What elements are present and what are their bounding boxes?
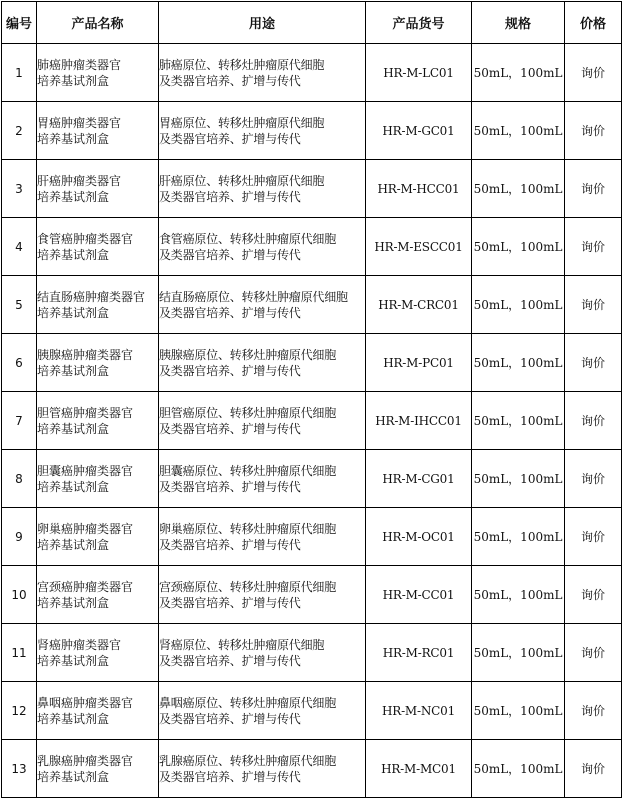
table-row [2, 334, 622, 392]
cell-usage: 肺癌原位、转移灶肿瘤原代细胞 及类器官培养、扩增与传代 [159, 44, 366, 102]
cell-price: 询价 [565, 160, 622, 218]
cell-product-name: 肺癌肿瘤类器官 培养基试剂盒 [37, 44, 159, 102]
cell-product-code: HR-M-CG01 [366, 450, 472, 508]
cell-product-name: 食管癌肿瘤类器官 培养基试剂盒 [37, 218, 159, 276]
cell-price: 询价 [565, 740, 622, 798]
cell-number: 4 [2, 218, 37, 276]
cell-specification: 50mL，100mL [472, 160, 565, 218]
cell-product-name: 结直肠癌肿瘤类器官 培养基试剂盒 [37, 276, 159, 334]
cell-number: 7 [2, 392, 37, 450]
cell-product-name: 肾癌肿瘤类器官 培养基试剂盒 [37, 624, 159, 682]
cell-product-code: HR-M-LC01 [366, 44, 472, 102]
cell-price: 询价 [565, 218, 622, 276]
cell-usage: 食管癌原位、转移灶肿瘤原代细胞 及类器官培养、扩增与传代 [159, 218, 366, 276]
table-header [2, 2, 622, 44]
cell-product-code: HR-M-IHCC01 [366, 392, 472, 450]
cell-product-name: 乳腺癌肿瘤类器官 培养基试剂盒 [37, 740, 159, 798]
cell-number: 13 [2, 740, 37, 798]
cell-price: 询价 [565, 450, 622, 508]
cell-number: 11 [2, 624, 37, 682]
cell-specification: 50mL，100mL [472, 624, 565, 682]
table-row [2, 44, 622, 102]
cell-product-code: HR-M-MC01 [366, 740, 472, 798]
cell-number: 8 [2, 450, 37, 508]
cell-specification: 50mL，100mL [472, 508, 565, 566]
cell-product-code: HR-M-NC01 [366, 682, 472, 740]
table-row [2, 102, 622, 160]
cell-number: 3 [2, 160, 37, 218]
header-number: 编号 [2, 2, 37, 44]
cell-usage: 胆管癌原位、转移灶肿瘤原代细胞 及类器官培养、扩增与传代 [159, 392, 366, 450]
cell-usage: 卵巢癌原位、转移灶肿瘤原代细胞 及类器官培养、扩增与传代 [159, 508, 366, 566]
cell-product-code: HR-M-OC01 [366, 508, 472, 566]
cell-price: 询价 [565, 276, 622, 334]
table-row [2, 392, 622, 450]
table-row [2, 218, 622, 276]
table-row [2, 508, 622, 566]
cell-usage: 胰腺癌原位、转移灶肿瘤原代细胞 及类器官培养、扩增与传代 [159, 334, 366, 392]
cell-product-name: 卵巢癌肿瘤类器官 培养基试剂盒 [37, 508, 159, 566]
cell-product-code: HR-M-CRC01 [366, 276, 472, 334]
cell-product-name: 鼻咽癌肿瘤类器官 培养基试剂盒 [37, 682, 159, 740]
table-row [2, 740, 622, 798]
cell-specification: 50mL，100mL [472, 44, 565, 102]
cell-specification: 50mL，100mL [472, 276, 565, 334]
cell-product-name: 胆囊癌肿瘤类器官 培养基试剂盒 [37, 450, 159, 508]
cell-specification: 50mL，100mL [472, 102, 565, 160]
cell-usage: 肾癌原位、转移灶肿瘤原代细胞 及类器官培养、扩增与传代 [159, 624, 366, 682]
header-price: 价格 [565, 2, 622, 44]
cell-product-code: HR-M-HCC01 [366, 160, 472, 218]
cell-product-name: 宫颈癌肿瘤类器官 培养基试剂盒 [37, 566, 159, 624]
cell-usage: 鼻咽癌原位、转移灶肿瘤原代细胞 及类器官培养、扩增与传代 [159, 682, 366, 740]
product-table [1, 1, 622, 798]
cell-product-code: HR-M-CC01 [366, 566, 472, 624]
cell-usage: 乳腺癌原位、转移灶肿瘤原代细胞 及类器官培养、扩增与传代 [159, 740, 366, 798]
header-usage: 用途 [159, 2, 366, 44]
cell-product-code: HR-M-GC01 [366, 102, 472, 160]
cell-specification: 50mL，100mL [472, 450, 565, 508]
table-row [2, 450, 622, 508]
cell-product-name: 胰腺癌肿瘤类器官 培养基试剂盒 [37, 334, 159, 392]
header-row [2, 2, 622, 44]
cell-product-code: HR-M-RC01 [366, 624, 472, 682]
cell-specification: 50mL，100mL [472, 740, 565, 798]
cell-price: 询价 [565, 624, 622, 682]
header-product-name: 产品名称 [37, 2, 159, 44]
cell-specification: 50mL，100mL [472, 218, 565, 276]
cell-usage: 胆囊癌原位、转移灶肿瘤原代细胞 及类器官培养、扩增与传代 [159, 450, 366, 508]
cell-specification: 50mL，100mL [472, 682, 565, 740]
cell-product-code: HR-M-ESCC01 [366, 218, 472, 276]
cell-price: 询价 [565, 566, 622, 624]
cell-price: 询价 [565, 334, 622, 392]
cell-number: 9 [2, 508, 37, 566]
cell-usage: 宫颈癌原位、转移灶肿瘤原代细胞 及类器官培养、扩增与传代 [159, 566, 366, 624]
cell-price: 询价 [565, 44, 622, 102]
cell-price: 询价 [565, 392, 622, 450]
table-row [2, 566, 622, 624]
cell-number: 12 [2, 682, 37, 740]
cell-specification: 50mL，100mL [472, 566, 565, 624]
cell-specification: 50mL，100mL [472, 392, 565, 450]
cell-usage: 结直肠癌原位、转移灶肿瘤原代细胞 及类器官培养、扩增与传代 [159, 276, 366, 334]
cell-price: 询价 [565, 508, 622, 566]
cell-number: 6 [2, 334, 37, 392]
table-row [2, 276, 622, 334]
cell-number: 10 [2, 566, 37, 624]
cell-product-name: 胆管癌肿瘤类器官 培养基试剂盒 [37, 392, 159, 450]
cell-usage: 肝癌原位、转移灶肿瘤原代细胞 及类器官培养、扩增与传代 [159, 160, 366, 218]
header-specification: 规格 [472, 2, 565, 44]
table-body [2, 44, 622, 798]
table-row [2, 624, 622, 682]
cell-price: 询价 [565, 682, 622, 740]
header-product-code: 产品货号 [366, 2, 472, 44]
table-row [2, 682, 622, 740]
cell-number: 5 [2, 276, 37, 334]
cell-product-name: 肝癌肿瘤类器官 培养基试剂盒 [37, 160, 159, 218]
cell-specification: 50mL，100mL [472, 334, 565, 392]
cell-price: 询价 [565, 102, 622, 160]
cell-number: 2 [2, 102, 37, 160]
cell-product-name: 胃癌肿瘤类器官 培养基试剂盒 [37, 102, 159, 160]
table-row [2, 160, 622, 218]
cell-number: 1 [2, 44, 37, 102]
cell-usage: 胃癌原位、转移灶肿瘤原代细胞 及类器官培养、扩增与传代 [159, 102, 366, 160]
cell-product-code: HR-M-PC01 [366, 334, 472, 392]
